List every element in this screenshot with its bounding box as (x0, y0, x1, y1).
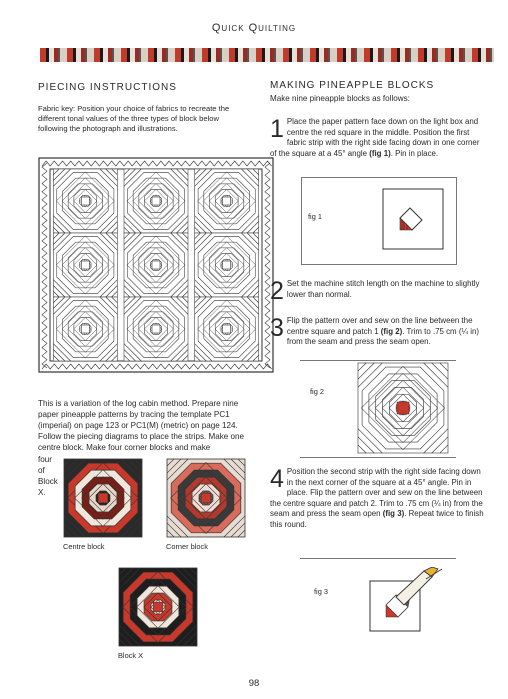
centre-block-caption: Centre block (63, 542, 105, 551)
corner-block-caption: Corner block (166, 542, 208, 551)
intro-paragraph-end: four of Block X. (38, 455, 58, 497)
fig-2-frame (300, 360, 456, 458)
fig-1-drawing (382, 188, 444, 250)
step-3-figref: (fig 2) (380, 326, 403, 336)
fig-3-frame (300, 558, 456, 633)
fabric-key-text: Fabric key: Position your choice of fabrics to recreate the different tonal values of the three types of block below following the photograph and illustrations. (38, 104, 230, 134)
step-2-number: 2 (270, 277, 284, 305)
block-x-image (118, 567, 198, 647)
page-number: 98 (248, 678, 260, 689)
step-4 (270, 467, 486, 531)
centre-block-image (63, 458, 143, 538)
quilt-svg (38, 157, 274, 373)
step-2-text: Set the machine stitch length on the machine to slightly lower than normal. (286, 279, 480, 299)
quilt-layout-diagram (38, 157, 274, 373)
fig-3-label: fig 3 (314, 587, 328, 596)
step-1-text: Place the paper pattern face down on the light box and centre the red square in the middle. Position the first fabric strip with the right side facing down in one corner of the square at a 45° angle (270, 117, 480, 158)
decorative-fabric-band (40, 48, 494, 62)
fig-1-frame (301, 177, 457, 265)
step-1-text-end: . Pin in place. (390, 148, 439, 158)
step-4-number: 4 (270, 465, 284, 493)
fig-2-drawing (356, 361, 450, 455)
fig-1-label: fig 1 (308, 212, 322, 221)
step-1-number: 1 (270, 115, 284, 143)
corner-block-image (166, 458, 246, 538)
block-x-caption: Block X (118, 651, 144, 660)
step-3-text-end: . Trim to .75 cm (¼ in) from the seam and press the seam open. (286, 326, 479, 347)
step-3-number: 3 (270, 314, 284, 342)
fig-3-drawing (366, 567, 448, 633)
step-3-text: Flip the pattern over and sew on the line between the centre square and patch 1 (286, 316, 473, 336)
step-4-text: Position the second strip with the right side facing down in the next corner of the square at a 45° angle. Pin in place. Flip the pattern over and sew on the line between the centre square and patch 2. Trim to .75 cm (¼ in) from the seam and press the seam open (270, 467, 483, 519)
step-3 (270, 316, 486, 348)
intro-paragraph: This is a variation of the log cabin method. Prepare nine paper pineapple patterns by tracing the template PC1 (imperial) on page 123 or PC1(M) (metric) on page 124. Follow the piecing diagrams to place the strips. Make one centre block. Make four corner blocks and make (38, 399, 245, 452)
piecing-instructions-title: PIECING INSTRUCTIONS (38, 82, 177, 93)
step-1 (270, 117, 486, 159)
making-blocks-subtitle: Make nine pineapple blocks as follows: (270, 94, 410, 103)
step-4-figref: (fig 3) (382, 509, 405, 519)
step-2 (270, 277, 486, 305)
fig-2-label: fig 2 (310, 387, 324, 396)
step-1-figref: (fig 1) (369, 148, 391, 158)
running-header: Quick Quilting (211, 22, 297, 34)
step-4-text-end: . Repeat twice to finish this round. (270, 509, 484, 529)
making-blocks-title: MAKING PINEAPPLE BLOCKS (270, 80, 435, 91)
